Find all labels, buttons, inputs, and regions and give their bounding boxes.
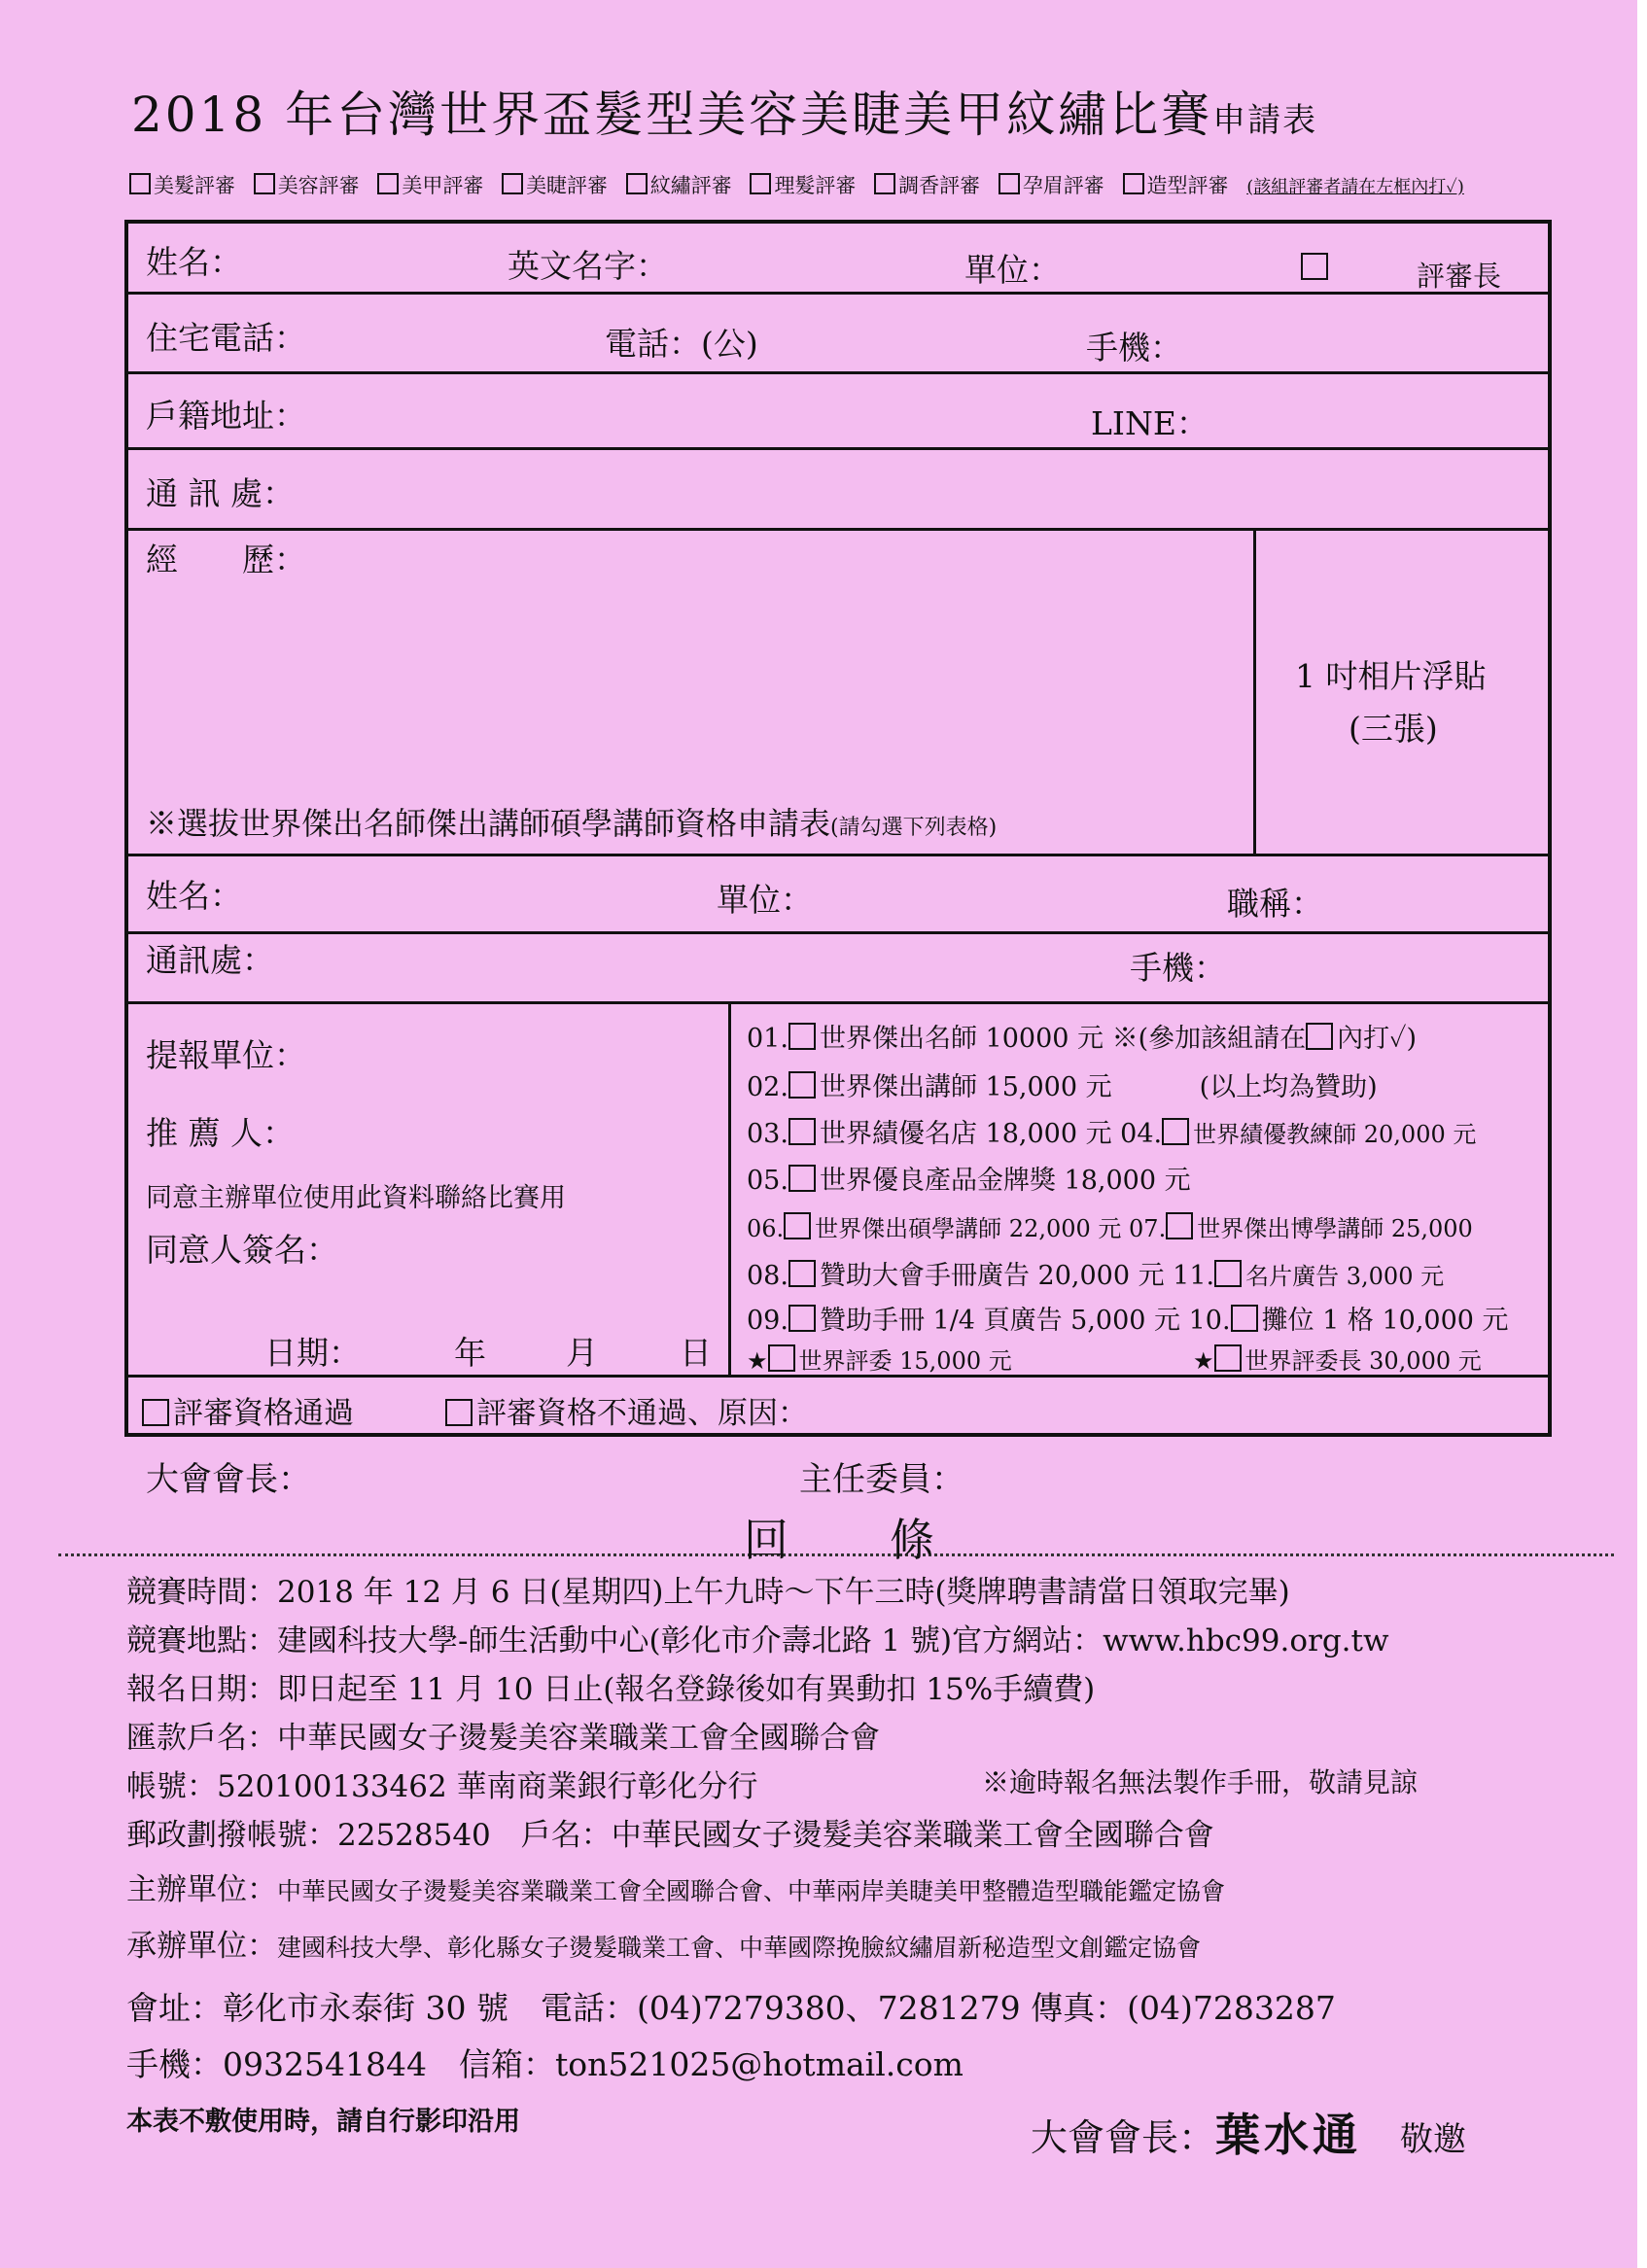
consent-signature-label: 同意人簽名：	[146, 1231, 338, 1269]
photo-instruction: 1 吋相片浮貼	[1295, 657, 1487, 695]
recommender-label: 推 薦 人：	[146, 1114, 295, 1152]
row-divider	[128, 447, 1550, 450]
option-01: 01. 世界傑出名師 10000 元 ※(參加該組請在 內打✓)	[747, 1024, 1418, 1054]
date-month: 月	[566, 1334, 598, 1372]
selection-name-label: 姓名：	[146, 877, 242, 915]
checkbox-option-01[interactable]	[788, 1023, 816, 1050]
checkbox-option-06[interactable]	[784, 1212, 811, 1239]
option-05: 05. 世界優良產品金牌獎 18,000 元	[747, 1166, 1191, 1196]
checkbox-chief-judge[interactable]	[1301, 253, 1328, 280]
option-02: 02. 世界傑出講師 15,000 元 (以上均為贊助)	[747, 1072, 1378, 1102]
unit-label: 單位：	[964, 251, 1061, 289]
checkbox-world-chief-judge[interactable]	[1214, 1344, 1242, 1372]
checkbox-option-11[interactable]	[1214, 1260, 1242, 1287]
option-world-chief-judge: ★ 世界評委長 30,000 元	[1193, 1342, 1482, 1376]
line-label: LINE：	[1091, 404, 1209, 442]
consent-statement: 同意主辦單位使用此資料聯絡比賽用	[146, 1183, 566, 1213]
postal-account: 郵政劃撥帳號：22528540 戶名：中華民國女子燙髮美容業職業工會全國聯合會	[126, 1818, 1214, 1853]
english-name-label: 英文名字：	[508, 247, 668, 285]
checkbox-option-02[interactable]	[788, 1071, 816, 1099]
late-registration-note: ※逾時報名無法製作手冊，敬請見諒	[982, 1766, 1419, 1798]
checkbox-option-08[interactable]	[788, 1260, 816, 1287]
payee-name: 匯款戶名：中華民國女子燙髮美容業職業工會全國聯合會	[126, 1721, 880, 1756]
option-03-04: 03. 世界績優名店 18,000 元 04. 世界績優教練師 20,000 元	[747, 1119, 1477, 1149]
office-address: 會址：彰化市永泰街 30 號 電話：(04)7279380、7281279 傳真：(04)7283287	[126, 1989, 1336, 2027]
office-phone-label: 電話：(公)	[605, 325, 758, 363]
checkbox-perfume-judge[interactable]	[874, 173, 895, 194]
row-divider	[128, 528, 1550, 531]
option-08-11: 08. 贊助大會手冊廣告 20,000 元 11. 名片廣告 3,000 元	[747, 1261, 1445, 1291]
judge-category-row: 美髮評審 美容評審 美甲評審 美睫評審 紋繡評審 理髮評審 調香評審 孕眉評審 造型評審 (該組評審者請在左框內打✓)	[129, 170, 1464, 199]
selection-unit-label: 單位：	[717, 881, 813, 919]
registration-dates: 報名日期：即日起至 11 月 10 日止(報名登錄後如有異動扣 15%手續費)	[126, 1672, 1096, 1707]
name-label: 姓名：	[146, 243, 242, 281]
row-divider	[128, 292, 1550, 295]
checkbox-option-07[interactable]	[1166, 1212, 1193, 1239]
receipt-title: 回 條	[744, 1514, 938, 1566]
checkbox-world-judge[interactable]	[768, 1344, 795, 1372]
star-icon: ★	[747, 1347, 768, 1375]
row-divider	[128, 931, 1550, 934]
selection-title-label: 職稱：	[1227, 885, 1323, 923]
date-year: 年	[454, 1334, 486, 1372]
checkbox-option-03[interactable]	[788, 1118, 816, 1145]
application-table	[124, 220, 1552, 1437]
bank-account: 帳號：520100133462 華南商業銀行彰化分行	[126, 1769, 758, 1804]
checkbox-hair-judge[interactable]	[129, 173, 151, 194]
row-divider	[128, 371, 1550, 374]
checkbox-beauty-judge[interactable]	[254, 173, 275, 194]
mobile-label: 手機：	[1086, 329, 1182, 366]
option-06-07: 06. 世界傑出碩學講師 22,000 元 07. 世界傑出博學講師 25,000	[747, 1209, 1473, 1243]
photo-count: (三張)	[1349, 710, 1438, 748]
option-09-10: 09. 贊助手冊 1/4 頁廣告 5,000 元 10. 攤位 1 格 10,000 元	[747, 1306, 1509, 1336]
row-divider	[128, 1001, 1550, 1004]
category-note: (該組評審者請在左框內打✓)	[1246, 177, 1464, 197]
options-divider	[728, 1001, 731, 1375]
checkbox-option-10[interactable]	[1231, 1305, 1258, 1332]
checkbox-lash-judge[interactable]	[502, 173, 523, 194]
home-phone-label: 住宅電話：	[146, 319, 306, 357]
checkbox-styling-judge[interactable]	[1123, 173, 1144, 194]
president-name: 葉水通	[1215, 2109, 1362, 2161]
co-organizer: 承辦單位：建國科技大學、彰化縣女子燙髮職業工會、中華國際挽臉紋繡眉新秘造型文創鑑定協會	[126, 1929, 1202, 1964]
mailing-address-label: 通 訊 處：	[146, 474, 295, 512]
registered-address-label: 戶籍地址：	[146, 397, 306, 435]
selection-title: ※選拔世界傑出名師傑出講師碩學講師資格申請表(請勾選下列表格)	[146, 805, 998, 842]
chief-judge-label: 評審長	[1417, 260, 1502, 293]
date-day: 日	[680, 1334, 712, 1372]
contact-info: 手機：0932541844 信箱：ton521025@hotmail.com	[126, 2045, 964, 2083]
date-label: 日期：	[264, 1334, 361, 1372]
president-signature-label: 大會會長：	[146, 1460, 311, 1499]
selection-mobile-label: 手機：	[1130, 949, 1226, 987]
checkbox-tattoo-judge[interactable]	[626, 173, 648, 194]
checkbox-nail-judge[interactable]	[377, 173, 399, 194]
qualification-pass: 評審資格通過	[142, 1388, 354, 1432]
star-icon: ★	[1193, 1347, 1214, 1375]
qualification-fail: 評審資格不通過、原因：	[445, 1388, 808, 1432]
checkbox-brow-judge[interactable]	[999, 173, 1020, 194]
organizer: 主辦單位：中華民國女子燙髮美容業職業工會全國聯合會、中華兩岸美睫美甲整體造型職能鑑定協會	[126, 1872, 1226, 1907]
form-title: 2018 年台灣世界盃髮型美容美睫美甲紋繡比賽申請表	[131, 87, 1318, 143]
photo-divider	[1253, 528, 1256, 854]
checkbox-option-05[interactable]	[788, 1165, 816, 1192]
checkbox-option-04[interactable]	[1162, 1118, 1189, 1145]
inline-checkbox-sample	[1306, 1023, 1333, 1050]
selection-address-label: 通訊處：	[146, 941, 274, 979]
nominating-unit-label: 提報單位：	[146, 1036, 306, 1074]
checkbox-qualification-pass[interactable]	[142, 1399, 169, 1426]
row-divider	[128, 854, 1550, 856]
experience-label: 經 歷：	[146, 541, 306, 578]
copy-note: 本表不敷使用時，請自行影印沿用	[126, 2107, 520, 2137]
competition-time: 競賽時間：2018 年 12 月 6 日(星期四)上午九時～下午三時(獎牌聘書請當日領取完畢)	[126, 1575, 1290, 1610]
checkbox-option-09[interactable]	[788, 1305, 816, 1332]
competition-venue: 競賽地點：建國科技大學-師生活動中心(彰化市介壽北路 1 號)官方網站：www.hbc99.org.tw	[126, 1623, 1389, 1658]
checkbox-qualification-fail[interactable]	[445, 1399, 473, 1426]
checkbox-barber-judge[interactable]	[750, 173, 771, 194]
option-world-judge: ★ 世界評委 15,000 元	[747, 1342, 1012, 1376]
director-signature-label: 主任委員：	[799, 1460, 964, 1499]
closing-signature: 大會會長：葉水通 敬邀	[1031, 2109, 1467, 2161]
